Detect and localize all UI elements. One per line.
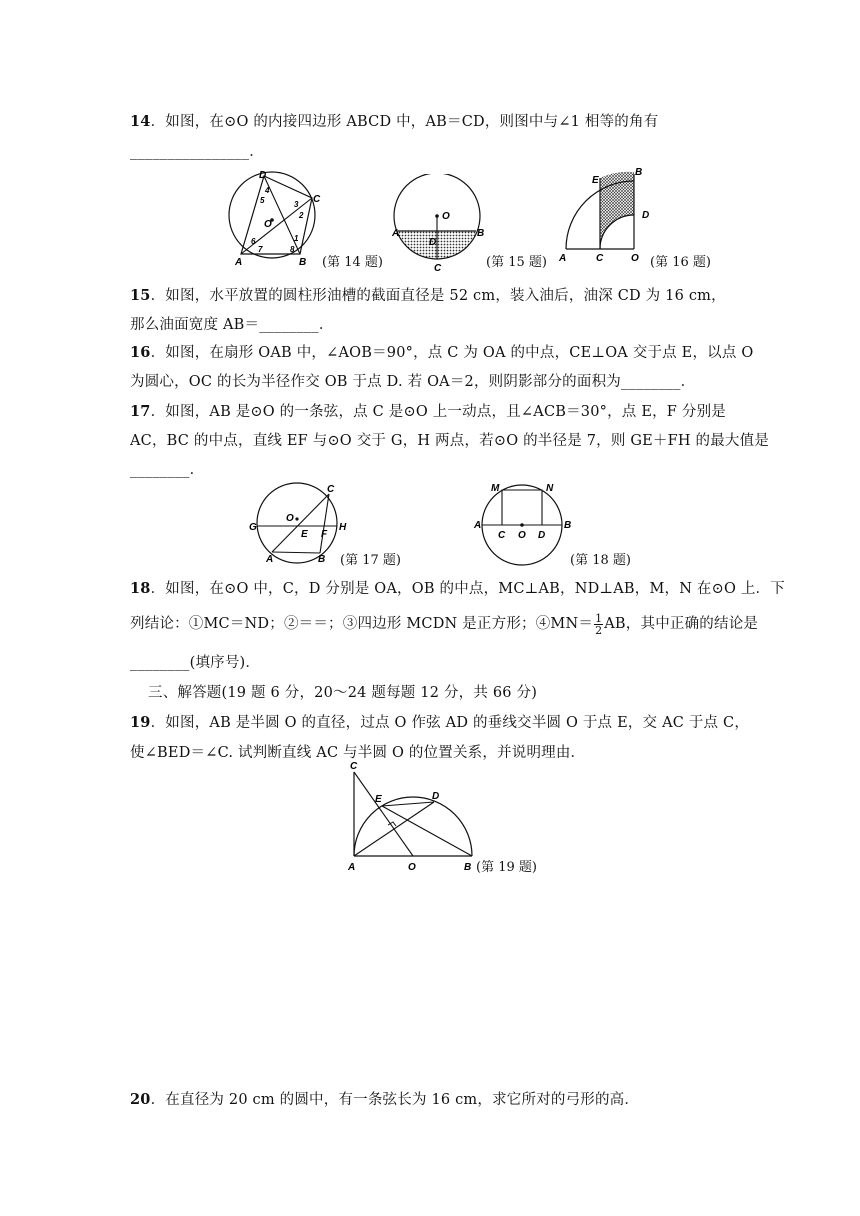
fig18-label-c: C [498, 530, 506, 541]
fig15-label-o: O [442, 211, 450, 222]
fig18-label-b: B [564, 520, 572, 531]
fig14-label-a: A [235, 257, 243, 268]
q17-line3: ________． [130, 462, 205, 478]
fig15-label-a: A [392, 228, 400, 239]
figure-15 [392, 174, 492, 272]
svg-text:7: 7 [258, 245, 263, 254]
q15-line2: 那么油面宽度 AB＝________． [130, 317, 334, 333]
q18-number: 18 [130, 580, 151, 597]
fig16-label-e: E [592, 175, 599, 186]
caption-17: (第 17 题) [340, 553, 401, 568]
fig17-label-g: G [249, 522, 257, 533]
q18-line1: 18．如图，在⊙O 中，C，D 分别是 OA，OB 的中点，MC⊥AB，ND⊥AB，M，N 在⊙O 上．下 [130, 580, 785, 597]
fig19-label-c: C [350, 761, 358, 772]
fig18-label-o: O [518, 530, 526, 541]
figure-16 [556, 164, 652, 270]
q15-line1: 15．如图，水平放置的圆柱形油槽的截面直径是 52 cm，装入油后，油深 CD 为 16 cm， [130, 287, 726, 304]
figure-19 [342, 760, 482, 878]
caption-14: (第 14 题) [322, 255, 383, 270]
q14-line2: ________________． [130, 144, 264, 160]
fig18-label-d: D [538, 530, 546, 541]
q14-number: 14 [130, 113, 151, 130]
fig19-label-o: O [408, 862, 416, 873]
q19-line2: 使∠BED＝∠C. 试判断直线 AC 与半圆 O 的位置关系，并说明理由． [130, 745, 586, 761]
q19-number: 19 [130, 714, 151, 731]
svg-text:1: 1 [294, 234, 299, 243]
q15-number: 15 [130, 287, 151, 304]
fig17-label-b: B [318, 554, 326, 565]
q19-line1: 19．如图，AB 是半圆 O 的直径，过点 O 作弦 AD 的垂线交半圆 O 于点 E，交 AC 于点 C， [130, 714, 750, 731]
q18-line2: 列结论：①MC＝ND；②＝＝；③四边形 MCDN 是正方形；④MN＝ $\frac{1}{2}$ AB，其中正确的结论是 [130, 611, 759, 637]
fig16-label-b: B [635, 167, 643, 178]
fig16-label-d: D [642, 210, 650, 221]
fig14-label-c: C [313, 194, 321, 205]
q20-line1: 20．在直径为 20 cm 的圆中，有一条弦长为 16 cm，求它所对的弓形的高． [130, 1091, 640, 1108]
fig17-label-a: A [266, 554, 274, 565]
svg-text:5: 5 [260, 196, 265, 205]
fig16-label-c: C [596, 253, 604, 264]
q18-line3: ________(填序号)． [130, 655, 261, 671]
figure-17 [246, 480, 350, 566]
section3-heading: 三、解答题(19 题 6 分，20～24 题每题 12 分，共 66 分) [148, 685, 538, 701]
q17-line1: 17．如图，AB 是⊙O 的一条弦，点 C 是⊙O 上一动点，且∠ACB＝30°，点 E，F 分别是 [130, 403, 726, 420]
q16-number: 16 [130, 344, 151, 361]
fig18-label-a: A [474, 520, 482, 531]
fig19-label-b: B [464, 862, 472, 873]
fig17-label-f: F [321, 529, 328, 540]
caption-15: (第 15 题) [486, 255, 547, 270]
fig14-label-d: D [259, 170, 267, 181]
fig19-label-d: D [432, 791, 440, 802]
q14-line1: 14．如图，在⊙O 的内接四边形 ABCD 中，AB＝CD，则图中与∠1 相等的角有 [130, 113, 659, 130]
fig17-label-o: O [286, 513, 294, 524]
svg-text:8: 8 [290, 245, 295, 254]
fig14-label-o: O [264, 219, 272, 230]
fig18-label-m: M [491, 483, 500, 494]
fig15-label-b: B [477, 228, 485, 239]
fig15-label-d: D [429, 237, 437, 248]
svg-text:4: 4 [265, 186, 270, 195]
caption-16: (第 16 题) [650, 255, 711, 270]
fig16-label-o: O [631, 253, 639, 264]
fig19-label-a: A [348, 862, 356, 873]
fig17-label-h: H [339, 522, 347, 533]
caption-18: (第 18 题) [570, 553, 631, 568]
svg-text:2: 2 [299, 211, 304, 220]
fig14-label-b: B [299, 257, 307, 268]
svg-text:3: 3 [294, 200, 299, 209]
fig18-label-n: N [546, 483, 554, 494]
fig16-label-a: A [559, 253, 567, 264]
q17-line2: AC，BC 的中点，直线 EF 与⊙O 交于 G，H 两点，若⊙O 的半径是 7，则 GE＋FH 的最大值是 [130, 433, 770, 449]
caption-19: (第 19 题) [476, 860, 537, 875]
figure-14 [226, 166, 326, 270]
fig15-label-c: C [434, 263, 442, 272]
fig17-label-e: E [301, 529, 308, 540]
q16-line2: 为圆心，OC 的长为半径作交 OB 于点 D. 若 OA＝2，则阴影部分的面积为________． [130, 374, 696, 390]
fraction-one-half: $\frac{1}{2}$ [595, 611, 603, 637]
q16-line1: 16．如图，在扇形 OAB 中，∠AOB＝90°，点 C 为 OA 的中点，CE⊥OA 交于点 E，以点 O [130, 344, 754, 361]
fig17-label-c: C [327, 484, 335, 495]
q20-number: 20 [130, 1091, 151, 1108]
fig19-label-e: E [375, 794, 382, 805]
svg-text:6: 6 [251, 237, 256, 246]
q17-number: 17 [130, 403, 151, 420]
figure-18 [472, 480, 576, 566]
